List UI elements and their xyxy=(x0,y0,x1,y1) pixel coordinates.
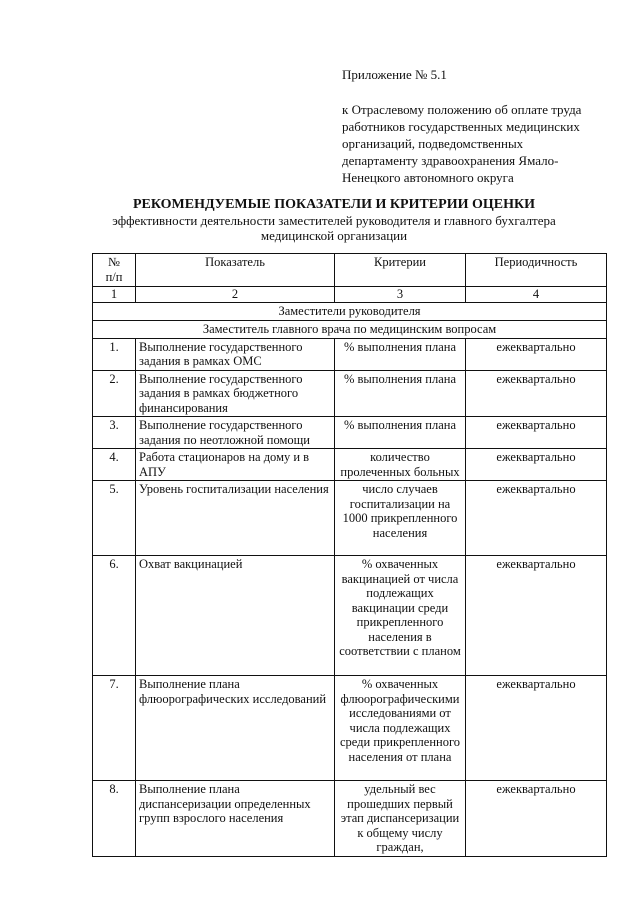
row-periodicity: ежеквартально xyxy=(466,338,607,370)
row-criteria: % выполнения плана xyxy=(335,338,466,370)
section-title: Заместители руководителя xyxy=(93,302,607,320)
row-periodicity: ежеквартально xyxy=(466,676,607,781)
table-row xyxy=(93,417,607,449)
row-indicator: Уровень госпитализации населения xyxy=(136,481,335,556)
row-criteria: % выполнения плана xyxy=(335,417,466,449)
row-indicator: Выполнение плана флюорографических исследований xyxy=(136,676,335,781)
title-line-3: медицинской организации xyxy=(260,228,408,243)
row-indicator: Выполнение государственного задания по неотложной помощи xyxy=(136,417,335,449)
table-row xyxy=(93,781,607,857)
row-number: 1. xyxy=(93,338,136,370)
header-periodicity: Периодичность xyxy=(466,254,607,287)
row-criteria: % охваченных вакцинацией от числа подлежащих вакцинации среди прикрепленного населения в соответствии с планом xyxy=(335,556,466,676)
row-indicator: Выполнение плана диспансеризации определенных групп взрослого населения xyxy=(136,781,335,857)
section-row xyxy=(93,302,607,320)
row-periodicity: ежеквартально xyxy=(466,481,607,556)
row-criteria: число случаев госпитализации на 1000 прикрепленного населения xyxy=(335,481,466,556)
header-indicator: Показатель xyxy=(136,254,335,287)
row-number: 8. xyxy=(93,781,136,857)
table-header-row xyxy=(93,254,607,287)
appendix-line: Ненецкого автономного округа xyxy=(342,170,514,185)
row-indicator: Охват вакцинацией xyxy=(136,556,335,676)
appendix-block xyxy=(342,66,581,186)
subsection-title: Заместитель главного врача по медицинским вопросам xyxy=(93,320,607,338)
header-num: № п/п xyxy=(93,254,136,287)
row-number: 6. xyxy=(93,556,136,676)
row-number: 2. xyxy=(93,370,136,417)
row-criteria: % выполнения плана xyxy=(335,370,466,417)
row-number: 3. xyxy=(93,417,136,449)
subsection-row xyxy=(93,320,607,338)
column-number-row xyxy=(93,287,607,303)
table-row xyxy=(93,338,607,370)
table-row xyxy=(93,481,607,556)
criteria-table xyxy=(92,253,607,857)
row-criteria: количество пролеченных больных xyxy=(335,449,466,481)
column-number: 1 xyxy=(93,287,136,303)
appendix-line: работников государственных медицинских xyxy=(342,119,580,134)
document-title xyxy=(60,196,608,243)
header-criteria: Критерии xyxy=(335,254,466,287)
row-periodicity: ежеквартально xyxy=(466,417,607,449)
title-line-2: эффективности деятельности заместителей руководителя и главного бухгалтера xyxy=(112,213,556,228)
appendix-number: Приложение № 5.1 xyxy=(342,67,447,82)
appendix-line: к Отраслевому положению об оплате труда xyxy=(342,102,582,117)
row-indicator: Работа стационаров на дому и в АПУ xyxy=(136,449,335,481)
row-number: 4. xyxy=(93,449,136,481)
row-periodicity: ежеквартально xyxy=(466,781,607,857)
title-line-1: РЕКОМЕНДУЕМЫЕ ПОКАЗАТЕЛИ И КРИТЕРИИ ОЦЕНКИ xyxy=(132,197,536,212)
table-row xyxy=(93,676,607,781)
row-periodicity: ежеквартально xyxy=(466,556,607,676)
column-number: 4 xyxy=(466,287,607,303)
table-row xyxy=(93,556,607,676)
row-number: 5. xyxy=(93,481,136,556)
column-number: 3 xyxy=(335,287,466,303)
table-row xyxy=(93,449,607,481)
appendix-line: организаций, подведомственных xyxy=(342,136,524,151)
row-indicator: Выполнение государственного задания в рамках бюджетного финансирования xyxy=(136,370,335,417)
column-number: 2 xyxy=(136,287,335,303)
row-periodicity: ежеквартально xyxy=(466,370,607,417)
row-criteria: % охваченных флюорографическими исследованиями от числа подлежащих среди прикрепленного населения от плана xyxy=(335,676,466,781)
row-criteria: удельный вес прошедших первый этап диспансеризации к общему числу граждан, xyxy=(335,781,466,857)
row-number: 7. xyxy=(93,676,136,781)
table-row xyxy=(93,370,607,417)
row-periodicity: ежеквартально xyxy=(466,449,607,481)
appendix-line: департаменту здравоохранения Ямало- xyxy=(342,153,559,168)
row-indicator: Выполнение государственного задания в рамках ОМС xyxy=(136,338,335,370)
